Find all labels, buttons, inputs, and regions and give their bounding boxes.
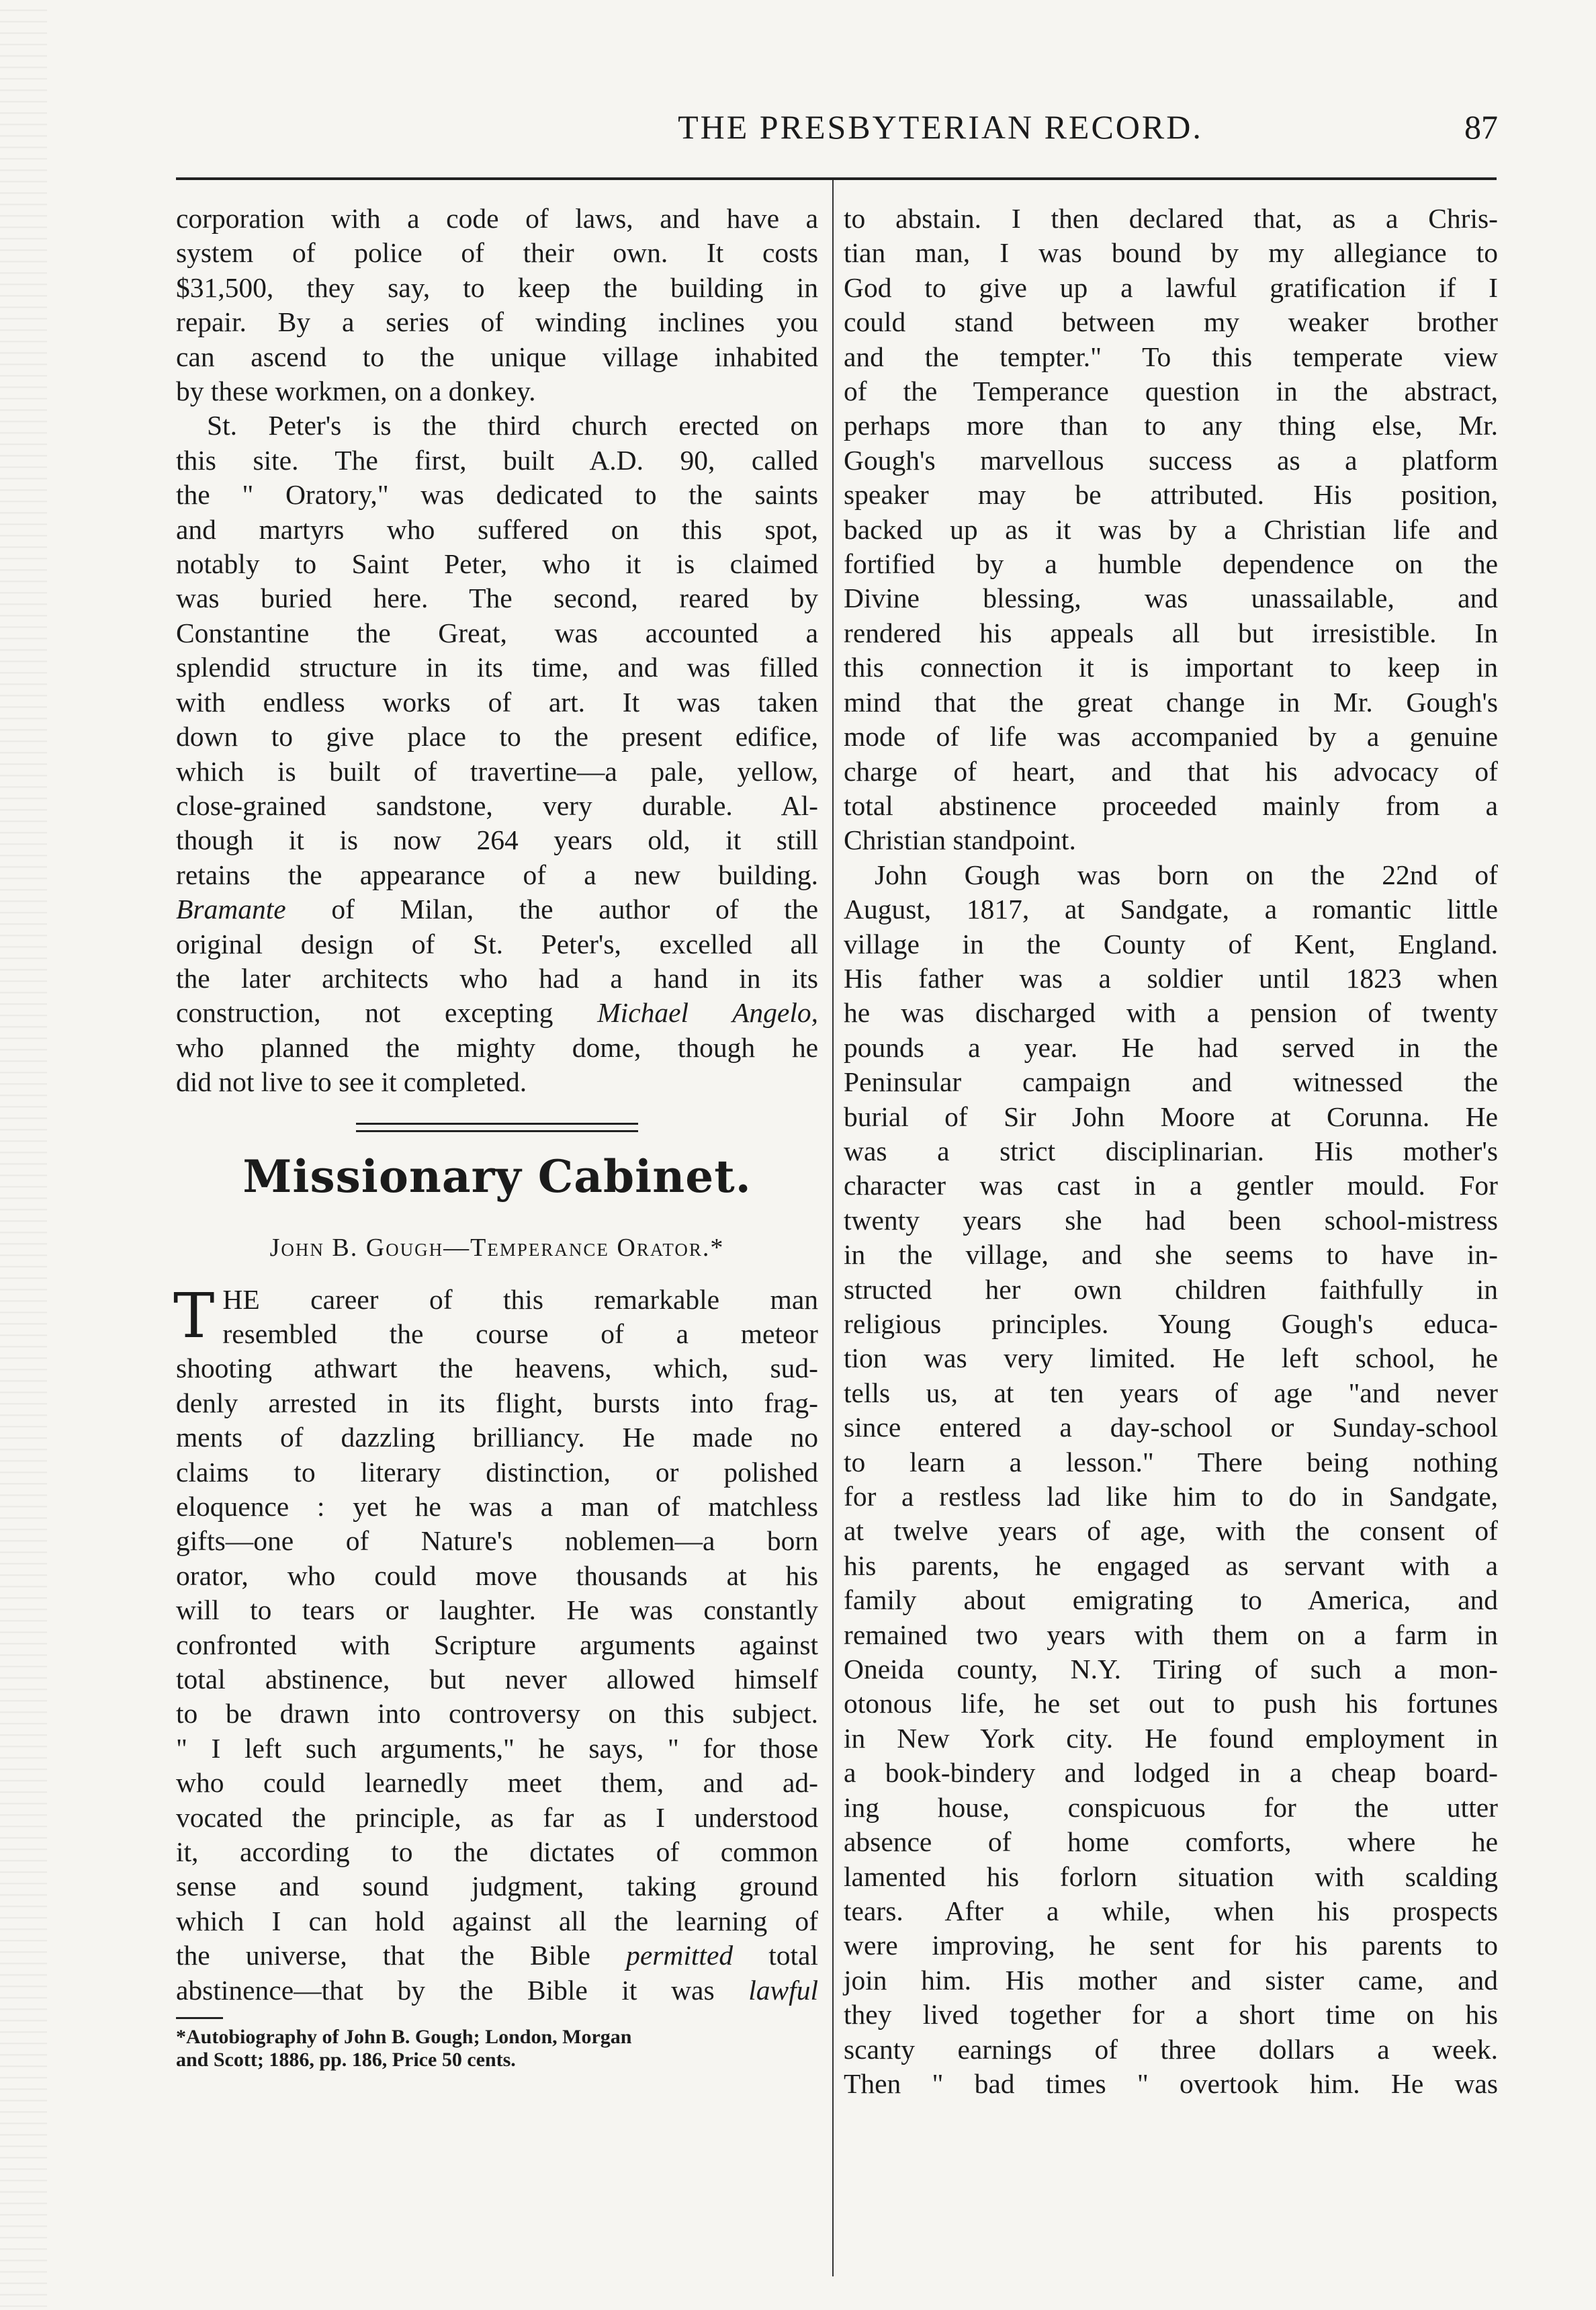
text-line: character was cast in a gentler mould. For bbox=[844, 1170, 1498, 1201]
header-rule bbox=[176, 177, 1497, 180]
page-number: 87 bbox=[1464, 108, 1498, 146]
text-line: lamented his forlorn situation with scalding bbox=[844, 1860, 1498, 1892]
text-line: and martyrs who suffered on this spot, bbox=[176, 513, 818, 545]
text-line: who could learnedly meet them, and ad- bbox=[176, 1767, 818, 1799]
text-line bbox=[176, 996, 818, 1030]
text-line bbox=[176, 892, 818, 927]
text-line: vocated the principle, as far as I understood bbox=[176, 1801, 818, 1833]
text-line: which I can hold against all the learning of bbox=[176, 1905, 818, 1936]
text-line: family about emigrating to America, and bbox=[844, 1584, 1498, 1616]
text-line: speaker may be attributed. His position, bbox=[844, 479, 1498, 511]
text-line: claims to literary distinction, or polished bbox=[176, 1456, 818, 1488]
text-line: can ascend to the unique village inhabited bbox=[176, 341, 818, 372]
text-line: structed her own children faithfully in bbox=[844, 1273, 1498, 1305]
text-line: burial of Sir John Moore at Corunna. He bbox=[844, 1101, 1498, 1132]
paragraph-birth bbox=[844, 858, 1498, 2102]
text-line: retains the appearance of a new building. bbox=[176, 859, 818, 890]
text-line: scanty earnings of three dollars a week. bbox=[844, 2033, 1498, 2065]
text-line: for a restless lad like him to do in Sandgate, bbox=[844, 1481, 1498, 1512]
text-line: tears. After a while, when his prospects bbox=[844, 1895, 1498, 1926]
text-line: it, according to the dictates of common bbox=[176, 1836, 818, 1868]
text-line: " I left such arguments," he says, " for those bbox=[176, 1732, 818, 1764]
paragraph-career bbox=[173, 1279, 818, 2008]
text-line bbox=[176, 1973, 818, 2008]
section-title: Missionary Cabinet. bbox=[242, 1150, 752, 1203]
text-line: the " Oratory," was dedicated to the saints bbox=[176, 479, 818, 511]
text-line: rendered his appeals all but irresistible. In bbox=[844, 617, 1498, 648]
text-line: to learn a lesson." There being nothing bbox=[844, 1446, 1498, 1478]
text-line: shooting athwart the heavens, which, sud- bbox=[176, 1353, 818, 1384]
text-line: he was discharged with a pension of twenty bbox=[844, 997, 1498, 1029]
text-line: to abstain. I then declared that, as a Chris- bbox=[844, 203, 1498, 234]
text-line: His father was a soldier until 1823 when bbox=[844, 962, 1498, 994]
text-line: in the village, and she seems to have in- bbox=[844, 1239, 1498, 1271]
text-line: denly arrested in its flight, bursts into frag- bbox=[176, 1387, 818, 1418]
text-line: John Gough was born on the 22nd of bbox=[875, 859, 1498, 890]
right-column bbox=[844, 202, 1498, 2101]
text-line: tion was very limited. He left school, he bbox=[844, 1342, 1498, 1374]
text-line bbox=[176, 1938, 818, 1973]
text-line: by these workmen, on a donkey. bbox=[176, 376, 536, 407]
text-line: St. Peter's is the third church erected on bbox=[207, 410, 818, 441]
text-line: August, 1817, at Sandgate, a romantic little bbox=[844, 894, 1498, 925]
text-line: pounds a year. He had served in the bbox=[844, 1031, 1498, 1063]
text-line: $31,500, they say, to keep the building in bbox=[176, 271, 818, 303]
text-line: God to give up a lawful gratification if I bbox=[844, 271, 1498, 303]
footnote bbox=[176, 2026, 818, 2071]
text-line: perhaps more than to any thing else, Mr. bbox=[844, 410, 1498, 441]
text-line: who planned the mighty dome, though he bbox=[176, 1031, 818, 1063]
text-line: this site. The first, built A.D. 90, called bbox=[176, 444, 818, 476]
text-line: resembled the course of a meteor bbox=[222, 1318, 818, 1349]
footnote-line: *Autobiography of John B. Gough; London, Morgan bbox=[176, 2026, 632, 2049]
text-line: tian man, I was bound by my allegiance to bbox=[844, 237, 1498, 269]
text-line: the later architects who had a hand in its bbox=[176, 962, 818, 994]
text-line: notably to Saint Peter, who it is claimed bbox=[176, 548, 818, 580]
text-line: though it is now 264 years old, it still bbox=[176, 824, 818, 856]
text-line: of the Temperance question in the abstract, bbox=[844, 376, 1498, 407]
text-line: a book-bindery and lodged in a cheap board- bbox=[844, 1757, 1498, 1789]
text-line: sense and sound judgment, taking ground bbox=[176, 1871, 818, 1902]
text-line: was buried here. The second, reared by bbox=[176, 583, 818, 614]
text-line: HE career of this remarkable man bbox=[222, 1283, 818, 1315]
text-line: since entered a day-school or Sunday-school bbox=[844, 1412, 1498, 1443]
text-line: original design of St. Peter's, excelled all bbox=[176, 928, 818, 959]
article-title: John B. Gough—Temperance Orator.* bbox=[269, 1233, 725, 1262]
italic-michael-angelo: Michael Angelo, bbox=[597, 997, 818, 1029]
text-line: were improving, he sent for his parents to bbox=[844, 1930, 1498, 1961]
footnote-line: and Scott; 1886, pp. 186, Price 50 cents. bbox=[176, 2049, 516, 2071]
text-span: of Milan, the author of the bbox=[285, 894, 818, 925]
text-line: close-grained sandstone, very durable. Al- bbox=[176, 789, 818, 821]
text-line: Gough's marvellous success as a platform bbox=[844, 444, 1498, 476]
text-line: corporation with a code of laws, and have a bbox=[176, 203, 818, 234]
italic-lawful: lawful bbox=[748, 1974, 818, 2006]
text-line: system of police of their own. It costs bbox=[176, 237, 818, 269]
footnote-rule bbox=[176, 2017, 223, 2019]
text-line: Divine blessing, was unassailable, and bbox=[844, 583, 1498, 614]
text-line: Peninsular campaign and witnessed the bbox=[844, 1066, 1498, 1098]
left-column bbox=[173, 202, 818, 2071]
text-line: to be drawn into controversy on this subject. bbox=[176, 1698, 818, 1729]
text-line: total abstinence, but never allowed himself bbox=[176, 1664, 818, 1695]
text-line: twenty years she had been school-mistress bbox=[844, 1204, 1498, 1236]
text-line: will to tears or laughter. He was constantly bbox=[176, 1594, 818, 1626]
text-line: and the tempter." To this temperate view bbox=[844, 341, 1498, 372]
text-span: total bbox=[733, 1940, 818, 1971]
text-line: backed up as it was by a Christian life and bbox=[844, 513, 1498, 545]
text-line: ing house, conspicuous for the utter bbox=[844, 1791, 1498, 1823]
paragraph-abstain bbox=[844, 202, 1498, 858]
section-divider bbox=[356, 1123, 638, 1132]
text-line: Christian standpoint. bbox=[844, 824, 1076, 856]
text-line: eloquence : yet he was a man of matchless bbox=[176, 1491, 818, 1522]
text-line: his parents, he engaged as servant with a bbox=[844, 1549, 1498, 1581]
paragraph-village bbox=[176, 202, 818, 409]
text-line: mode of life was accompanied by a genuine bbox=[844, 721, 1498, 753]
text-line: fortified by a humble dependence on the bbox=[844, 548, 1498, 580]
text-span: construction, not excepting bbox=[176, 997, 598, 1029]
page-header bbox=[175, 108, 1498, 161]
drop-cap: T bbox=[173, 1279, 215, 1352]
text-line: Constantine the Great, was accounted a bbox=[176, 617, 818, 648]
running-head: THE PRESBYTERIAN RECORD. bbox=[678, 108, 1203, 146]
column-rule bbox=[832, 180, 834, 2276]
text-line: was a strict disciplinarian. His mother's bbox=[844, 1135, 1498, 1166]
text-line: absence of home comforts, where he bbox=[844, 1826, 1498, 1858]
text-line: tells us, at ten years of age "and never bbox=[844, 1377, 1498, 1408]
text-line: at twelve years of age, with the consent of bbox=[844, 1515, 1498, 1547]
text-line: gifts—one of Nature's noblemen—a born bbox=[176, 1525, 818, 1557]
text-line: which is built of travertine—a pale, yellow, bbox=[176, 755, 818, 787]
text-line: charge of heart, and that his advocacy of bbox=[844, 755, 1498, 787]
text-line: down to give place to the present edifice, bbox=[176, 721, 818, 753]
text-line: ments of dazzling brilliancy. He made no bbox=[176, 1422, 818, 1453]
text-line: could stand between my weaker brother bbox=[844, 306, 1498, 338]
text-line: splendid structure in its time, and was filled bbox=[176, 652, 818, 683]
text-line: religious principles. Young Gough's educa- bbox=[844, 1308, 1498, 1339]
paragraph-st-peters bbox=[176, 409, 818, 1099]
text-line: did not live to see it completed. bbox=[176, 1066, 527, 1098]
text-line: with endless works of art. It was taken bbox=[176, 686, 818, 718]
page-edge-specks bbox=[0, 0, 47, 2310]
text-line: repair. By a series of winding inclines you bbox=[176, 306, 818, 338]
text-line: confronted with Scripture arguments against bbox=[176, 1629, 818, 1660]
text-line: remained two years with them on a farm in bbox=[844, 1619, 1498, 1650]
italic-bramante: Bramante bbox=[176, 894, 286, 925]
text-line: otonous life, he set out to push his fortunes bbox=[844, 1688, 1498, 1719]
text-line: Then " bad times " overtook him. He was bbox=[844, 2067, 1498, 2099]
text-line: Oneida county, N.Y. Tiring of such a mon- bbox=[844, 1654, 1498, 1685]
text-span: the universe, that the Bible bbox=[176, 1940, 627, 1971]
italic-permitted: permitted bbox=[626, 1940, 734, 1971]
text-line: this connection it is important to keep in bbox=[844, 652, 1498, 683]
text-line: village in the County of Kent, England. bbox=[844, 928, 1498, 959]
text-line: they lived together for a short time on his bbox=[844, 1999, 1498, 2030]
text-line: in New York city. He found employment in bbox=[844, 1722, 1498, 1754]
text-line: mind that the great change in Mr. Gough's bbox=[844, 686, 1498, 718]
text-span: abstinence—that by the Bible it was bbox=[176, 1974, 749, 2006]
text-line: join him. His mother and sister came, and bbox=[844, 1964, 1498, 1996]
text-line: total abstinence proceeded mainly from a bbox=[844, 789, 1498, 821]
text-line: orator, who could move thousands at his bbox=[176, 1559, 818, 1591]
